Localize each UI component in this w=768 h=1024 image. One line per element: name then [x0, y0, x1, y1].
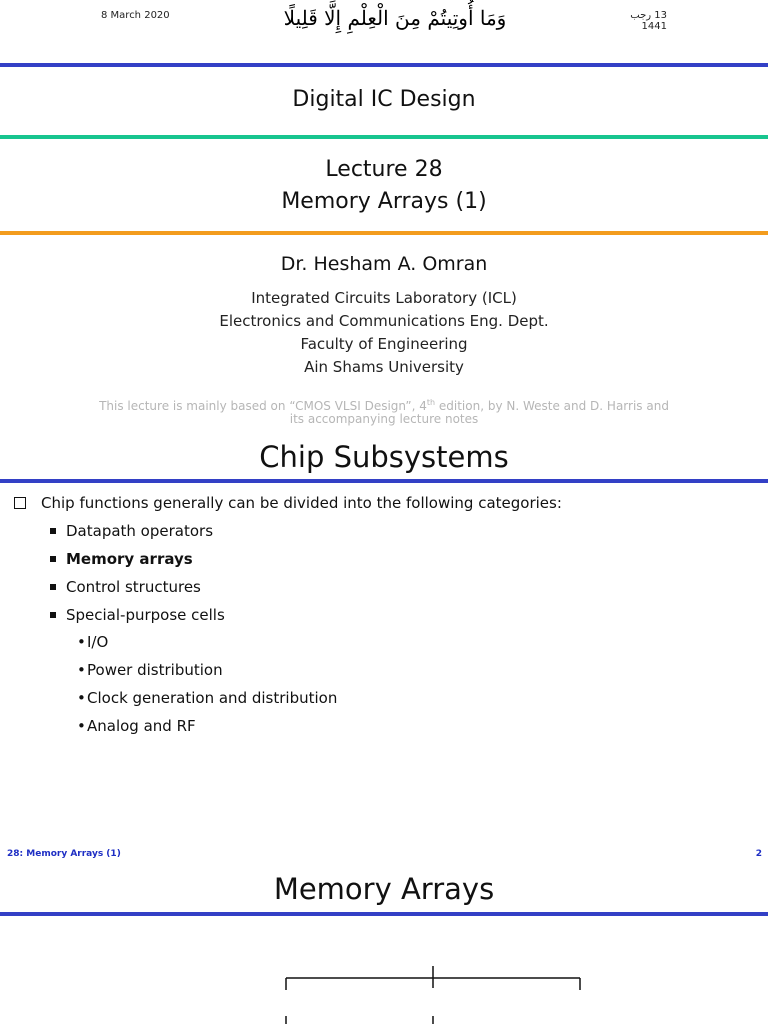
affiliation-line: Ain Shams University — [304, 358, 464, 376]
affiliation-line: Electronics and Communications Eng. Dept. — [219, 312, 549, 330]
affiliation-line: Integrated Circuits Laboratory (ICL) — [251, 289, 517, 307]
subcategory-item: Clock generation and distribution — [87, 689, 338, 707]
subcategory-item: I/O — [87, 633, 109, 651]
source-note-sup: th — [426, 398, 436, 407]
round-bullet-icon: • — [77, 689, 86, 707]
source-note-line2: its accompanying lecture notes — [289, 412, 479, 426]
category-item-highlighted: Memory arrays — [66, 550, 193, 568]
slide3-divider-blue — [0, 912, 768, 916]
hijri-date: 13 رجب 1441 — [630, 10, 667, 32]
lecture-divider-orange — [0, 231, 768, 235]
lecture-number: Lecture 28 — [325, 157, 443, 182]
category-item: Special-purpose cells — [66, 606, 225, 624]
slide-heading-memory-arrays: Memory Arrays — [273, 872, 495, 906]
title-divider-teal — [0, 135, 768, 139]
subcategory-item: Analog and RF — [87, 717, 196, 735]
lead-text: Chip functions generally can be divided into the following categories: — [41, 494, 562, 512]
checkbox-bullet-icon — [14, 497, 26, 509]
round-bullet-icon: • — [77, 717, 86, 735]
source-note-part1: This lecture is mainly based on “CMOS VLSI Design”, 4 — [99, 399, 427, 413]
square-bullet-icon — [50, 528, 56, 534]
author-name: Dr. Hesham A. Omran — [280, 253, 488, 275]
subcategory-item: Power distribution — [87, 661, 223, 679]
source-note-part2: edition, by N. Weste and D. Harris and — [435, 399, 669, 413]
affiliation-line: Faculty of Engineering — [300, 335, 468, 353]
round-bullet-icon: • — [77, 661, 86, 679]
square-bullet-icon — [50, 612, 56, 618]
slide2-divider-blue — [0, 479, 768, 483]
memory-hierarchy-diagram — [270, 960, 590, 1024]
category-item: Control structures — [66, 578, 201, 596]
square-bullet-icon — [50, 556, 56, 562]
header-divider-blue — [0, 63, 768, 67]
slide-footer-title: 28: Memory Arrays (1) — [7, 849, 121, 859]
lecture-title: Memory Arrays (1) — [281, 189, 487, 214]
category-item: Datapath operators — [66, 522, 214, 540]
arabic-verse: وَمَا أُوتِيتُمْ مِنَ الْعِلْمِ إِلَّا قَلِيلًا — [283, 6, 507, 30]
slide-page-number: 2 — [755, 849, 762, 859]
square-bullet-icon — [50, 584, 56, 590]
slide-heading-chip-subsystems: Chip Subsystems — [259, 440, 509, 474]
slide-date: 8 March 2020 — [101, 10, 170, 21]
round-bullet-icon: • — [77, 633, 86, 651]
course-title: Digital IC Design — [292, 87, 476, 112]
